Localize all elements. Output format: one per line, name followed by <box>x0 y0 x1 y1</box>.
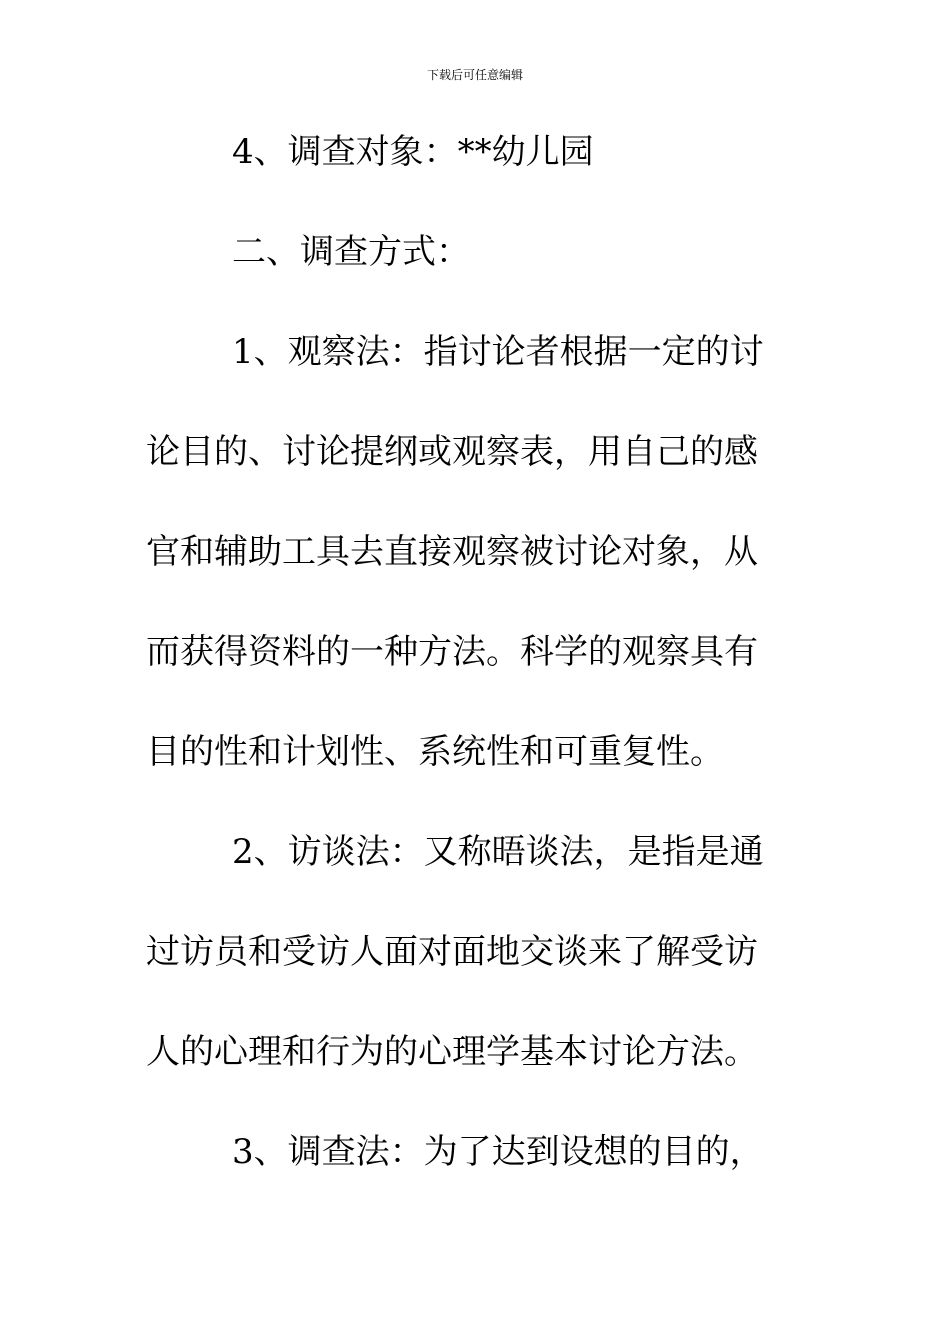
line-observation-5: 目的性和计划性、系统性和可重复性。 <box>146 732 724 772</box>
line-interview-3: 人的心理和行为的心理学基本讨论方法。 <box>146 1032 758 1072</box>
line-survey-object: 4、调查对象：**幼儿园 <box>232 132 594 172</box>
line-observation-4: 而获得资料的一种方法。科学的观察具有 <box>146 632 758 672</box>
page-header: 下载后可任意编辑 <box>426 68 523 82</box>
line-observation-1: 1、观察法：指讨论者根据一定的讨 <box>232 332 764 372</box>
line-interview-2: 过访员和受访人面对面地交谈来了解受访 <box>146 932 758 972</box>
line-survey-method-heading: 二、调查方式： <box>232 232 470 272</box>
line-survey-1: 3、调查法：为了达到设想的目的， <box>232 1132 764 1172</box>
line-interview-1: 2、访谈法：又称晤谈法，是指是通 <box>232 832 764 872</box>
line-observation-3: 官和辅助工具去直接观察被讨论对象，从 <box>146 532 758 572</box>
line-observation-2: 论目的、讨论提纲或观察表，用自己的感 <box>146 432 758 472</box>
